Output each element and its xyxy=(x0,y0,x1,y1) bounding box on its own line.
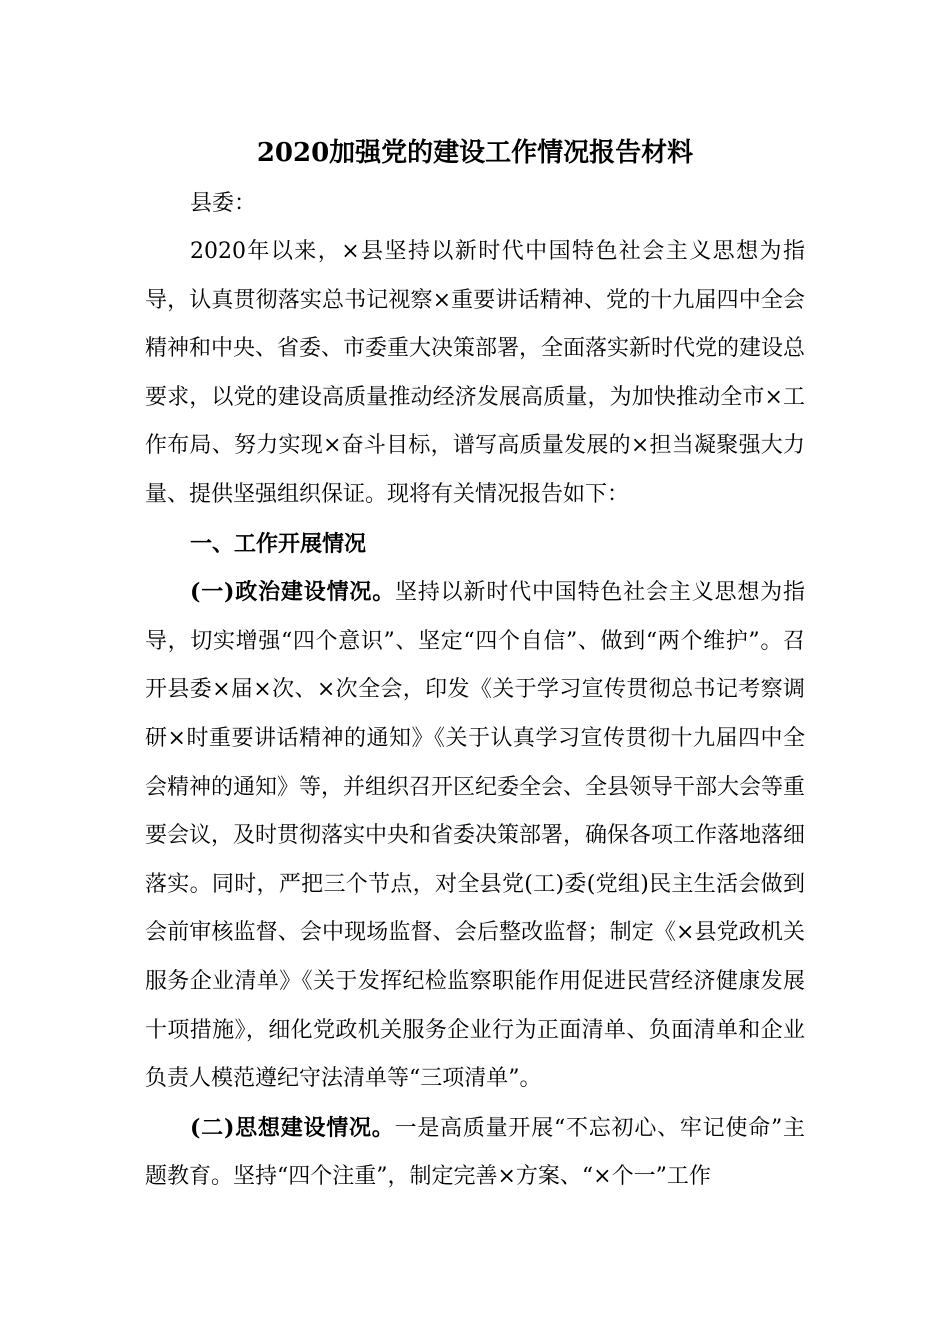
intro-paragraph: 2020年以来，×县坚持以新时代中国特色社会主义思想为指导，认真贯彻落实总书记视察×重要讲话精神、党的十九届四中全会精神和中央、省委、市委重大决策部署，全面落实新时代党的建设总要求，以党的建设高质量推动经济发展高质量，为加快推动全市×工作布局、努力实现×奋斗目标，谱写高质量发展的×担当凝聚强大力量、提供坚强组织保证。现将有关情况报告如下： xyxy=(145,239,806,507)
political-building-paragraph xyxy=(145,568,805,1104)
ideological-building-paragraph xyxy=(145,1104,805,1202)
ideological-building-lead: (二)思想建设情况。 xyxy=(190,1114,395,1141)
document-body xyxy=(145,228,805,1202)
ideological-building-text: 一是高质量开展“不忘初心、牢记使命”主题教育。坚持“四个注重”，制定完善×方案、“×个一”工作 xyxy=(145,1115,805,1190)
political-building-text: 坚持以新时代中国特色社会主义思想为指导，切实增强“四个意识”、坚定“四个自信”、做到“两个维护”。召开县委×届×次、×次全会，印发《关于学习宣传贯彻总书记考察调研×时重要讲话精神的通知》《关于认真学习宣传贯彻十九届四中全会精神的通知》等，并组织召开区纪委全会、全县领导干部大会等重要会议，及时贯彻落实中央和省委决策部署，确保各项工作落地落细落实。同时，严把三个节点，对全县党(工)委(党组)民主生活会做到会前审核监督、会中现场监督、会后整改监督；制定《×县党政机关服务企业清单》《关于发挥纪检监察职能作用促进民营经济健康发展十项措施》，细化党政机关服务企业行为正面清单、负面清单和企业负责人模范遵纪守法清单等“三项清单”。 xyxy=(145,580,806,1092)
section-heading: 一、工作开展情况 xyxy=(190,530,367,557)
document-title: 2020加强党的建设工作情况报告材料 xyxy=(256,138,694,168)
political-building-lead: (一)政治建设情况。 xyxy=(190,579,396,606)
salutation: 县委： xyxy=(190,191,257,216)
